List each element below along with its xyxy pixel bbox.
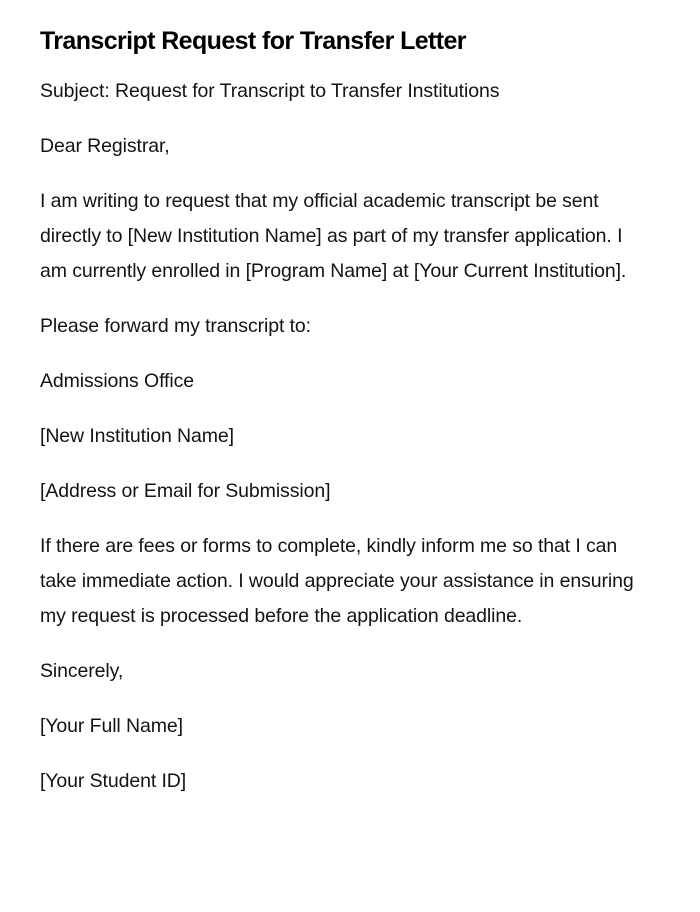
- body-paragraph-fees: If there are fees or forms to complete, kindly inform me so that I can take immediate action. I would appreciate your assistance in ensuring my request is processed before the application deadline.: [40, 535, 634, 627]
- signature-student-id: [Your Student ID]: [40, 770, 187, 792]
- closing: Sincerely,: [40, 660, 124, 682]
- forwarding-instruction: Please forward my transcript to:: [40, 315, 311, 337]
- document-title: Transcript Request for Transfer Letter: [40, 27, 466, 55]
- signature-name: [Your Full Name]: [40, 715, 183, 737]
- address-line-institution: [New Institution Name]: [40, 425, 234, 447]
- letter-document: [40, 24, 650, 819]
- subject-line: Subject: Request for Transcript to Transfer Institutions: [40, 80, 500, 102]
- address-line-office: Admissions Office: [40, 370, 194, 392]
- address-line-submission: [Address or Email for Submission]: [40, 480, 331, 502]
- salutation: Dear Registrar,: [40, 135, 170, 157]
- body-paragraph-request: I am writing to request that my official academic transcript be sent directly to [New Institution Name] as part of my transfer application. I am currently enrolled in [Program Name] at [Your Current Institution].: [40, 190, 627, 282]
